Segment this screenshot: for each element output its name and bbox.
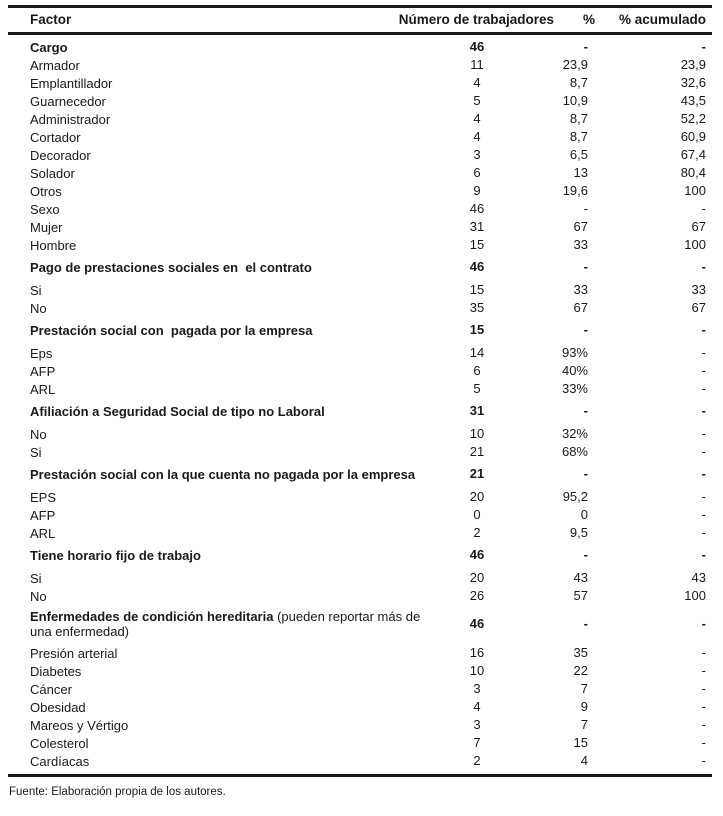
percent-cell: 23,9: [562, 57, 588, 72]
percent-cell: 7: [580, 681, 588, 696]
table-row: [8, 164, 712, 182]
cumulative-cell: -: [701, 39, 706, 54]
workers-cell: 5: [473, 381, 481, 396]
table-row: [8, 524, 712, 542]
cumulative-cell: 33: [691, 282, 706, 297]
factor-cell: Solador: [30, 165, 75, 181]
factor-cell: Diabetes: [30, 663, 82, 679]
workers-cell: 16: [469, 645, 485, 660]
workers-cell: 7: [473, 735, 481, 750]
table-row: [8, 716, 712, 734]
workers-cell: 14: [469, 345, 485, 360]
factor-cell: Administrador: [30, 111, 111, 127]
percent-cell: 68%: [561, 444, 588, 459]
workers-cell: 3: [473, 147, 481, 162]
workers-cell: 3: [473, 717, 481, 732]
workers-cell: 10: [469, 663, 485, 678]
table-row: [8, 299, 712, 317]
workers-cell: 3: [473, 681, 481, 696]
workers-cell: 21: [469, 444, 485, 459]
col-header-workers: Número de trabajadores: [398, 12, 554, 27]
workers-cell: 20: [469, 570, 485, 585]
table-row: [8, 443, 712, 461]
section-row: [8, 254, 712, 281]
table-row: [8, 569, 712, 587]
percent-cell: 57: [573, 588, 588, 603]
table-row: [8, 488, 712, 506]
workers-cell: 4: [473, 111, 481, 126]
table-row: [8, 425, 712, 443]
percent-cell: -: [583, 259, 588, 274]
percent-cell: 19,6: [562, 183, 588, 198]
factor-cell: ARL: [30, 381, 56, 397]
factor-cell: Cortador: [30, 129, 81, 145]
table-row: [8, 644, 712, 662]
percent-cell: 13: [573, 165, 588, 180]
percent-cell: 33: [573, 282, 588, 297]
percent-cell: -: [583, 322, 588, 337]
percent-cell: 6,5: [569, 147, 588, 162]
workers-cell: 20: [469, 489, 485, 504]
factor-cell: ARL: [30, 525, 56, 541]
factor-cell: Tiene horario fijo de trabajo: [30, 547, 201, 563]
factor-cell: Eps: [30, 345, 53, 361]
percent-cell: 8,7: [569, 129, 588, 144]
table-row: [8, 752, 712, 770]
factor-cell: Mujer: [30, 219, 63, 235]
percent-cell: 67: [573, 219, 588, 234]
workers-cell: 46: [469, 201, 485, 216]
factor-cell: No: [30, 588, 47, 604]
factor-note: (pueden reportar más de una enfermedad): [30, 609, 421, 639]
cumulative-cell: 100: [684, 588, 706, 603]
cumulative-cell: -: [701, 489, 706, 504]
cumulative-cell: -: [701, 444, 706, 459]
cumulative-cell: 67: [691, 300, 706, 315]
factor-cell: Si: [30, 282, 42, 298]
cumulative-cell: -: [701, 663, 706, 678]
table-row: [8, 380, 712, 398]
section-row: [8, 317, 712, 344]
workers-cell: 6: [473, 165, 481, 180]
workers-cell: 31: [469, 219, 485, 234]
factor-cell: Cáncer: [30, 681, 72, 697]
cumulative-cell: 23,9: [680, 57, 706, 72]
workers-cell: 2: [473, 525, 481, 540]
workers-cell: 11: [470, 57, 484, 72]
table-header-row: [8, 8, 712, 32]
cumulative-cell: -: [701, 699, 706, 714]
factor-cell: Armador: [30, 57, 80, 73]
percent-cell: 35: [573, 645, 588, 660]
table-row: [8, 56, 712, 74]
source-note: Fuente: Elaboración propia de los autores.: [9, 786, 226, 798]
percent-cell: 0: [580, 507, 588, 522]
cumulative-cell: 52,2: [680, 111, 706, 126]
cumulative-cell: 67,4: [680, 147, 706, 162]
factor-cell: Prestación social con la que cuenta no pagada por la empresa: [30, 466, 416, 482]
cumulative-cell: -: [701, 363, 706, 378]
cumulative-cell: -: [701, 426, 706, 441]
table-body: [8, 35, 712, 774]
table-row: [8, 281, 712, 299]
section-row: [8, 461, 712, 488]
factor-cell: No: [30, 426, 47, 442]
workers-cell: 4: [473, 129, 481, 144]
factor-cell: Hombre: [30, 237, 77, 253]
table-bottom-rule: [8, 774, 712, 777]
percent-cell: -: [583, 466, 588, 481]
cumulative-cell: -: [701, 259, 706, 274]
cumulative-cell: 43: [691, 570, 706, 585]
table-row: [8, 92, 712, 110]
workers-cell: 46: [469, 616, 485, 631]
workers-cell: 9: [473, 183, 481, 198]
table-row: [8, 182, 712, 200]
factor-cell: Prestación social con pagada por la empresa: [30, 322, 313, 338]
table-row: [8, 128, 712, 146]
cumulative-cell: 67: [691, 219, 706, 234]
factor-cell: Afiliación a Seguridad Social de tipo no Laboral: [30, 403, 325, 419]
percent-cell: 9,5: [569, 525, 588, 540]
table-row: [8, 218, 712, 236]
cumulative-cell: -: [701, 547, 706, 562]
workers-cell: 0: [473, 507, 481, 522]
percent-cell: 40%: [561, 363, 588, 378]
cumulative-cell: -: [701, 403, 706, 418]
factor-cell: Emplantillador: [30, 75, 113, 91]
percent-cell: -: [583, 201, 588, 216]
workers-cell: 46: [469, 547, 485, 562]
percent-cell: 10,9: [562, 93, 588, 108]
cumulative-cell: 43,5: [680, 93, 706, 108]
workers-cell: 46: [469, 39, 485, 54]
workers-cell: 15: [469, 322, 485, 337]
percent-cell: 8,7: [569, 111, 588, 126]
section-row: [8, 542, 712, 569]
percent-cell: 95,2: [562, 489, 588, 504]
table-row: [8, 146, 712, 164]
factor-cell: Colesterol: [30, 735, 89, 751]
factor-cell: EPS: [30, 489, 57, 505]
table-row: [8, 662, 712, 680]
percent-cell: -: [583, 616, 588, 631]
cumulative-cell: -: [701, 507, 706, 522]
cumulative-cell: -: [701, 201, 706, 216]
factor-cell: AFP: [30, 507, 56, 523]
factor-cell: Sexo: [30, 201, 60, 217]
factor-table: [8, 5, 712, 777]
table-row: [8, 734, 712, 752]
table-row: [8, 680, 712, 698]
factor-cell: Enfermedades de condición hereditaria (pueden reportar más de una enfermedad): [30, 609, 421, 639]
section-row: [8, 38, 712, 56]
cumulative-cell: -: [701, 525, 706, 540]
percent-cell: 43: [573, 570, 588, 585]
percent-cell: 22: [573, 663, 588, 678]
cumulative-cell: -: [701, 717, 706, 732]
factor-cell: Decorador: [30, 147, 91, 163]
percent-cell: 15: [573, 735, 588, 750]
cumulative-cell: -: [701, 381, 706, 396]
percent-cell: 93%: [561, 345, 588, 360]
cumulative-cell: -: [701, 735, 706, 750]
cumulative-cell: -: [701, 645, 706, 660]
percent-cell: 33%: [561, 381, 588, 396]
workers-cell: 5: [473, 93, 481, 108]
factor-cell: AFP: [30, 363, 56, 379]
col-header-factor: Factor: [30, 12, 72, 27]
percent-cell: 8,7: [569, 75, 588, 90]
percent-cell: 33: [573, 237, 588, 252]
workers-cell: 15: [469, 282, 485, 297]
cumulative-cell: -: [701, 345, 706, 360]
workers-cell: 21: [469, 466, 485, 481]
section-row: [8, 605, 712, 644]
section-row: [8, 398, 712, 425]
factor-cell: Pago de prestaciones sociales en el contrato: [30, 259, 312, 275]
table-row: [8, 698, 712, 716]
workers-cell: 26: [469, 588, 485, 603]
percent-cell: 67: [573, 300, 588, 315]
workers-cell: 15: [469, 237, 485, 252]
workers-cell: 31: [469, 403, 485, 418]
table-row: [8, 587, 712, 605]
workers-cell: 2: [473, 753, 481, 768]
cumulative-cell: 100: [684, 183, 706, 198]
workers-cell: 4: [473, 75, 481, 90]
factor-cell: Otros: [30, 183, 62, 199]
percent-cell: 9: [580, 699, 588, 714]
factor-cell: Mareos y Vértigo: [30, 717, 129, 733]
table-row: [8, 362, 712, 380]
table-row: [8, 344, 712, 362]
workers-cell: 4: [473, 699, 481, 714]
workers-cell: 6: [473, 363, 481, 378]
factor-cell: Obesidad: [30, 699, 86, 715]
cumulative-cell: -: [701, 681, 706, 696]
workers-cell: 46: [469, 259, 485, 274]
factor-cell: Si: [30, 570, 42, 586]
cumulative-cell: -: [701, 322, 706, 337]
cumulative-cell: -: [701, 753, 706, 768]
table-row: [8, 236, 712, 254]
cumulative-cell: 80,4: [680, 165, 706, 180]
percent-cell: -: [583, 403, 588, 418]
percent-cell: 7: [580, 717, 588, 732]
percent-cell: 4: [580, 753, 588, 768]
factor-cell: Guarnecedor: [30, 93, 106, 109]
cumulative-cell: 32,6: [680, 75, 706, 90]
percent-cell: -: [583, 39, 588, 54]
factor-cell: No: [30, 300, 47, 316]
table-row: [8, 506, 712, 524]
table-row: [8, 74, 712, 92]
cumulative-cell: 100: [684, 237, 706, 252]
percent-cell: 32%: [561, 426, 588, 441]
workers-cell: 35: [469, 300, 485, 315]
percent-cell: -: [583, 547, 588, 562]
table-row: [8, 200, 712, 218]
factor-cell: Si: [30, 444, 42, 460]
col-header-percent: %: [582, 12, 595, 27]
factor-cell: Cargo: [30, 39, 68, 55]
factor-cell: Cardíacas: [30, 753, 90, 769]
cumulative-cell: -: [701, 616, 706, 631]
col-header-cumulative: % acumulado: [618, 12, 706, 27]
table-row: [8, 110, 712, 128]
cumulative-cell: -: [701, 466, 706, 481]
cumulative-cell: 60,9: [680, 129, 706, 144]
workers-cell: 10: [469, 426, 485, 441]
factor-cell: Presión arterial: [30, 645, 118, 661]
